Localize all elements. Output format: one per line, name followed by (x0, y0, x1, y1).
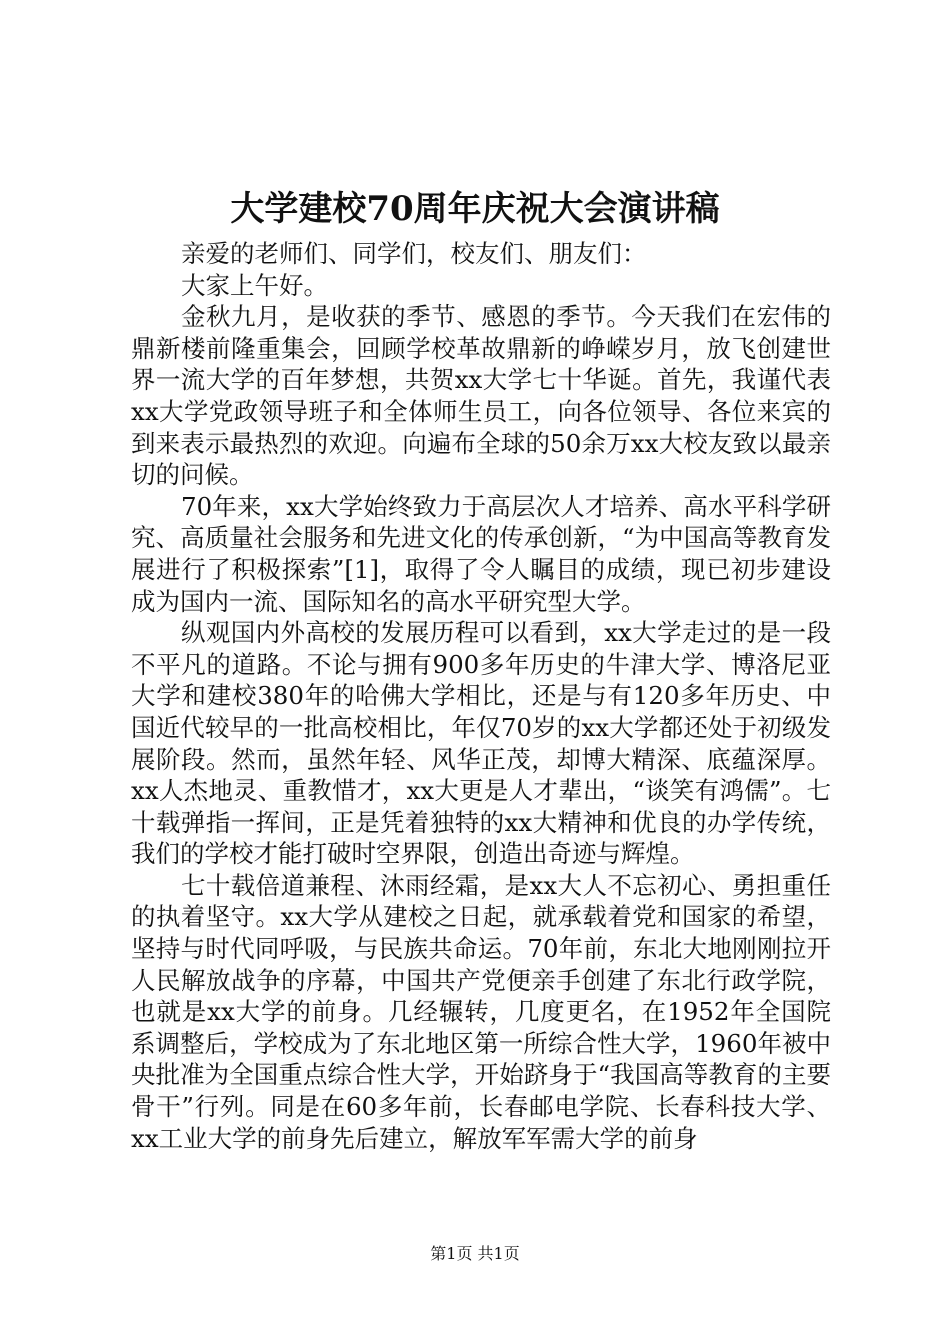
paragraph-history: 七十载倍道兼程、沐雨经霜，是xx大人不忘初心、勇担重任的执着坚守。xx大学从建校之日起，就承载着党和国家的希望，坚持与时代同呼吸，与民族共命运。70年前，东北大地刚刚拉开人民解放战争的序幕，中国共产党便亲手创建了东北行政学院，也就是xx大学的前身。几经辗转，几度更名，在1952年全国院系调整后，学校成为了东北地区第一所综合性大学，1960年被中央批准为全国重点综合性大学，开始跻身于“我国高等教育的主要骨干”行列。同是在60多年前，长春邮电学院、长春科技大学、xx工业大学的前身先后建立，解放军军需大学的前身 (131, 870, 831, 1153)
paragraph-salutation: 亲爱的老师们、同学们，校友们、朋友们： (181, 239, 647, 268)
page-number-footer: 第1页 共1页 (430, 1244, 520, 1263)
document-title: 大学建校70周年庆祝大会演讲稿 (230, 189, 720, 229)
paragraph-achievements: 70年来，xx大学始终致力于高层次人才培养、高水平科学研究、高质量社会服务和先进文化的传承创新，“为中国高等教育发展进行了积极探索”[1]，取得了令人瞩目的成绩，现已初步建设成为国内一流、国际知名的高水平研究型大学。 (131, 491, 831, 616)
document-body (131, 238, 831, 1154)
paragraph-opening: 金秋九月，是收获的季节、感恩的季节。今天我们在宏伟的鼎新楼前隆重集会，回顾学校革故鼎新的峥嵘岁月，放飞创建世界一流大学的百年梦想，共贺xx大学七十华诞。首先，我谨代表xx大学党政领导班子和全体师生员工，向各位领导、各位来宾的到来表示最热烈的欢迎。向遍布全球的50余万xx大校友致以最亲切的问候。 (131, 302, 831, 490)
paragraph-comparison: 纵观国内外高校的发展历程可以看到，xx大学走过的是一段不平凡的道路。不论与拥有900多年历史的牛津大学、博洛尼亚大学和建校380年的哈佛大学相比，还是与有120多年历史、中国近代较早的一批高校相比，年仅70岁的xx大学都还处于初级发展阶段。然而，虽然年轻、风华正茂，却博大精深、底蕴深厚。xx人杰地灵、重教惜才，xx大更是人才辈出，“谈笑有鸿儒”。七十载弹指一挥间，正是凭着独特的xx大精神和优良的办学传统，我们的学校才能打破时空界限，创造出奇迹与辉煌。 (131, 618, 831, 869)
paragraph-greeting: 大家上午好。 (181, 270, 328, 300)
